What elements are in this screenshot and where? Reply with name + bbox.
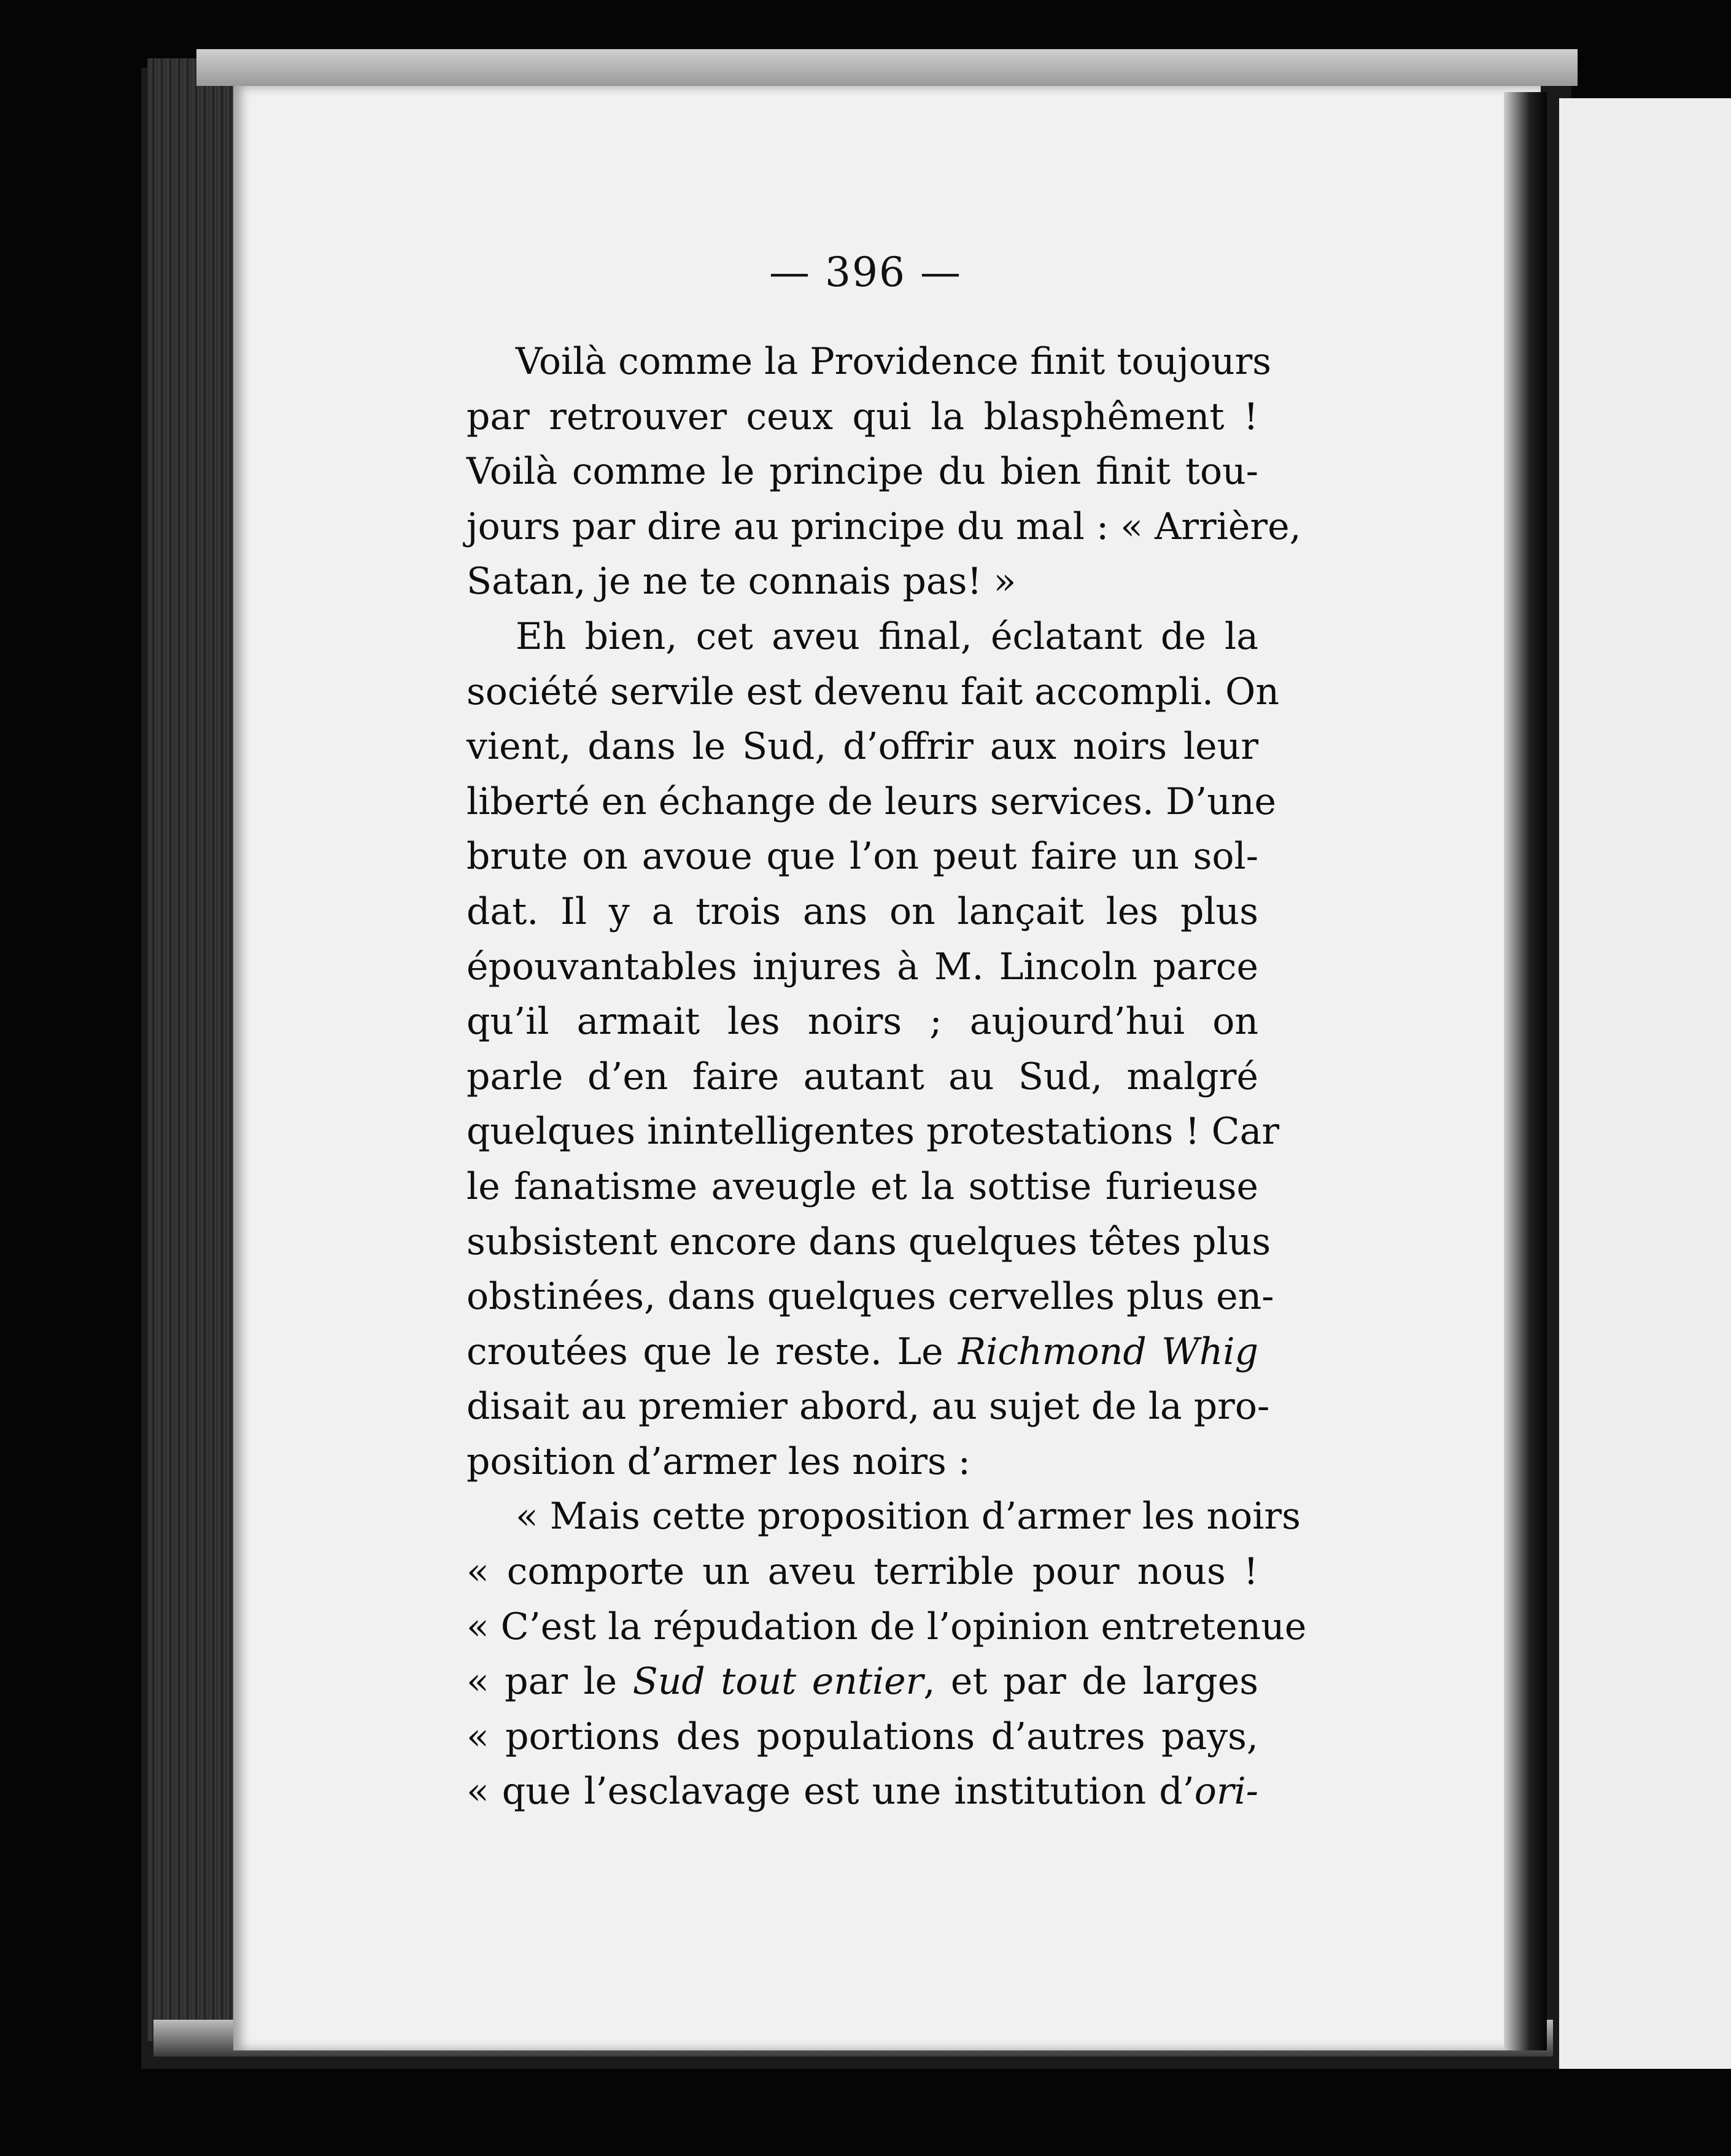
text-line: quelques inintelligentes protestations ! Car (467, 1110, 1280, 1154)
text-line: parle d’en faire autant au Sud, malgré (467, 1055, 1258, 1098)
text-line: disait au premier abord, au sujet de la pro- (467, 1385, 1270, 1429)
text-line (467, 1764, 1258, 1820)
text-line: dat. Il y a trois ans on lançait les plus (467, 890, 1258, 933)
text-segment: « par le (467, 1660, 633, 1704)
body-text (467, 335, 1307, 1820)
text-line: obstinées, dans quelques cervelles plus en- (467, 1275, 1274, 1319)
text-line: brute on avoue que l’on peut faire un sol- (467, 835, 1258, 878)
text-line: Satan, je ne te connais pas! » (467, 560, 1017, 603)
italic-text: ori- (1194, 1770, 1258, 1813)
page-number: — 396 — (769, 249, 962, 296)
page-gutter (1504, 92, 1547, 2050)
text-segment: croutées que le reste. Le (467, 1330, 959, 1373)
text-segment: « que l’esclavage est une institution d’ (467, 1770, 1195, 1813)
text-line (467, 1654, 1258, 1710)
text-line: société servile est devenu fait accompli. On (467, 670, 1280, 713)
italic-text: Sud tout entier (632, 1660, 924, 1704)
text-line: « Mais cette proposition d’armer les noirs (516, 1495, 1301, 1538)
text-line: « C’est la répudation de l’opinion entretenue (467, 1605, 1307, 1648)
text-line: Voilà comme le principe du bien finit tou- (467, 450, 1258, 494)
text-line: « portions des populations d’autres pays, (467, 1715, 1258, 1758)
text-line: Voilà comme la Providence finit toujours (516, 340, 1272, 383)
text-line: jours par dire au principe du mal : « Arrière, (467, 505, 1301, 548)
text-line: qu’il armait les noirs ; aujourd’hui on (467, 1000, 1258, 1044)
text-line: Eh bien, cet aveu final, éclatant de la (516, 615, 1258, 658)
text-line: liberté en échange de leurs services. D’une (467, 780, 1277, 823)
text-line: position d’armer les noirs : (467, 1440, 971, 1483)
text-line: subsistent encore dans quelques têtes plus (467, 1220, 1271, 1263)
text-line: épouvantables injures à M. Lincoln parce (467, 945, 1258, 988)
page-top-edge (196, 49, 1578, 86)
text-line: le fanatisme aveugle et la sottise furieuse (467, 1165, 1258, 1208)
text-line: vient, dans le Sud, d’offrir aux noirs leur (467, 725, 1258, 769)
page-stack-edge (147, 58, 233, 2041)
text-segment: , et par de larges (923, 1660, 1258, 1704)
italic-text: Richmond Whig (958, 1330, 1258, 1373)
text-line (467, 1325, 1258, 1380)
text-line: par retrouver ceux qui la blasphêment ! (467, 395, 1258, 438)
facing-page (1559, 98, 1731, 2069)
text-line: « comporte un aveu terrible pour nous ! (467, 1550, 1258, 1594)
